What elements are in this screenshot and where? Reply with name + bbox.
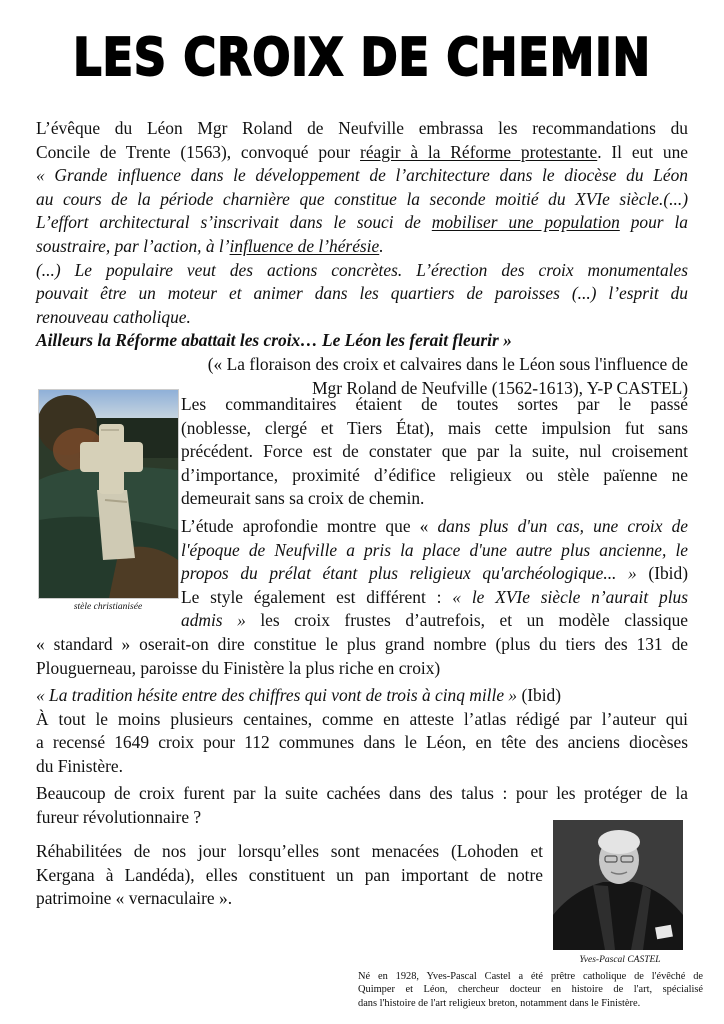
photo-caption: stèle christianisée <box>73 602 143 612</box>
wayside-cross-photo <box>38 389 179 599</box>
text-line: Plouguerneau, paroisse du Finistère la plus riche en croix) <box>36 657 441 678</box>
source-citation: Mgr Roland de Neufville (1562-1613), Y-P CASTEL) <box>312 377 688 398</box>
text-line: (noblesse, clergé et Tiers État), mais cette impulsion fut sans <box>181 417 688 438</box>
text-line: Réhabilitées de nos jour lorsqu’elles sont menacées (Lohoden et <box>36 841 543 861</box>
underlined-phrase: influence de l’hérésie <box>229 235 380 256</box>
text-line: Beaucoup de croix furent par la suite cachées dans des talus : pour les protéger de la <box>36 783 688 803</box>
quote-line: (...) Le populaire veut des actions concrètes. L’érection des croix monumentales <box>36 259 688 280</box>
text-line: propos du prélat étant plus religieux qu'archéologique... » (Ibid) <box>181 563 688 584</box>
intro-paragraph <box>36 117 688 400</box>
text-line: Concile de Trente (1563), convoqué pour réagir à la Réforme protestante. Il eut une <box>36 141 688 162</box>
text-line: « La tradition hésite entre des chiffres qui vont de trois à cinq mille » (Ibid) <box>36 685 562 705</box>
author-bio <box>358 970 703 1010</box>
source-citation: (« La floraison des croix et calvaires dans le Léon sous l'influence de <box>207 353 688 374</box>
bio-line: dans l'histoire de l'art religieux breton, notamment dans le Finistère. <box>358 997 641 1009</box>
quote-emphasis: Ailleurs la Réforme abattait les croix… Le Léon les ferait fleurir » <box>36 330 512 351</box>
portrait-caption: Yves-Pascal CASTEL <box>579 955 661 965</box>
bio-line: Né en 1928, Yves-Pascal Castel a été prêtre catholique de l'évêché de <box>358 971 703 982</box>
page-title: LES CROIX DE CHEMIN <box>73 28 651 88</box>
commissioners-paragraph <box>181 393 688 511</box>
text-line: L’évêque du Léon Mgr Roland de Neufville embrassa les recommandations du <box>36 118 688 138</box>
quote-line: renouveau catholique. <box>36 306 191 327</box>
text-line: demeurait sans sa croix de chemin. <box>181 488 425 509</box>
quote-line: pouvait être un moteur et animer dans les quartiers de paroisses (...) l’esprit du <box>36 283 688 304</box>
portrait-image <box>553 820 683 950</box>
quote-line: L’effort architectural s’inscrivait dans le souci de mobiliser une population pour la <box>36 212 688 233</box>
text-line: À tout le moins plusieurs centaines, comme en atteste l’atlas rédigé par l’auteur qui <box>36 708 688 729</box>
text-line: L’étude aprofondie montre que « dans plus d'un cas, une croix de <box>181 516 689 536</box>
study-paragraph <box>181 515 688 633</box>
text-line: fureur révolutionnaire ? <box>36 806 202 827</box>
text-line: Le style également est différent : « le XVIe siècle n’aurait plus <box>181 586 688 607</box>
text-line: du Finistère. <box>36 755 123 776</box>
underlined-phrase: réagir à la Réforme protestante <box>360 141 598 162</box>
quote-line: « Grande influence dans le développement de l’architecture dans le diocèse du Léon <box>36 165 688 186</box>
underlined-phrase: mobiliser une population <box>431 212 620 233</box>
study-paragraph-continued <box>36 633 688 680</box>
author-portrait-photo <box>553 820 683 950</box>
stele-image <box>39 390 178 598</box>
tradition-paragraph <box>36 684 688 778</box>
quote-line: soustraire, par l’action, à l’influence de l’hérésie. <box>36 235 384 256</box>
text-line: précédent. Force est de constater que par la suite, nul croisement <box>181 441 688 462</box>
text-line: admis » les croix frustes d’autrefois, et un modèle classique <box>181 610 688 631</box>
text-line: « standard » oserait-on dire constitue le plus grand nombre (plus du tiers des 131 de <box>36 634 688 654</box>
text-line: d’importance, proximité d’édifice religieux ou stèle païenne ne <box>181 464 688 485</box>
text-line: a recensé 1649 croix pour 112 communes dans le Léon, en tête des anciens diocèses <box>36 732 688 753</box>
text-line: Kergana à Landéda), elles constituent un pan important de notre <box>36 864 543 885</box>
text-line: Les commanditaires étaient de toutes sortes par le passé <box>181 394 688 414</box>
text-line: patrimoine « vernaculaire ». <box>36 888 233 909</box>
quote-line: au cours de la période charnière que constitue la seconde moitié du XVIe siècle.(...) <box>36 188 688 209</box>
rehabilitation-paragraph <box>36 840 543 911</box>
quote-line: l'époque de Neufville a pris la place d'une autre plus ancienne, le <box>181 539 688 560</box>
bio-line: Quimper et Léon, chercheur docteur en histoire de l'art, spécialisé <box>358 984 703 996</box>
